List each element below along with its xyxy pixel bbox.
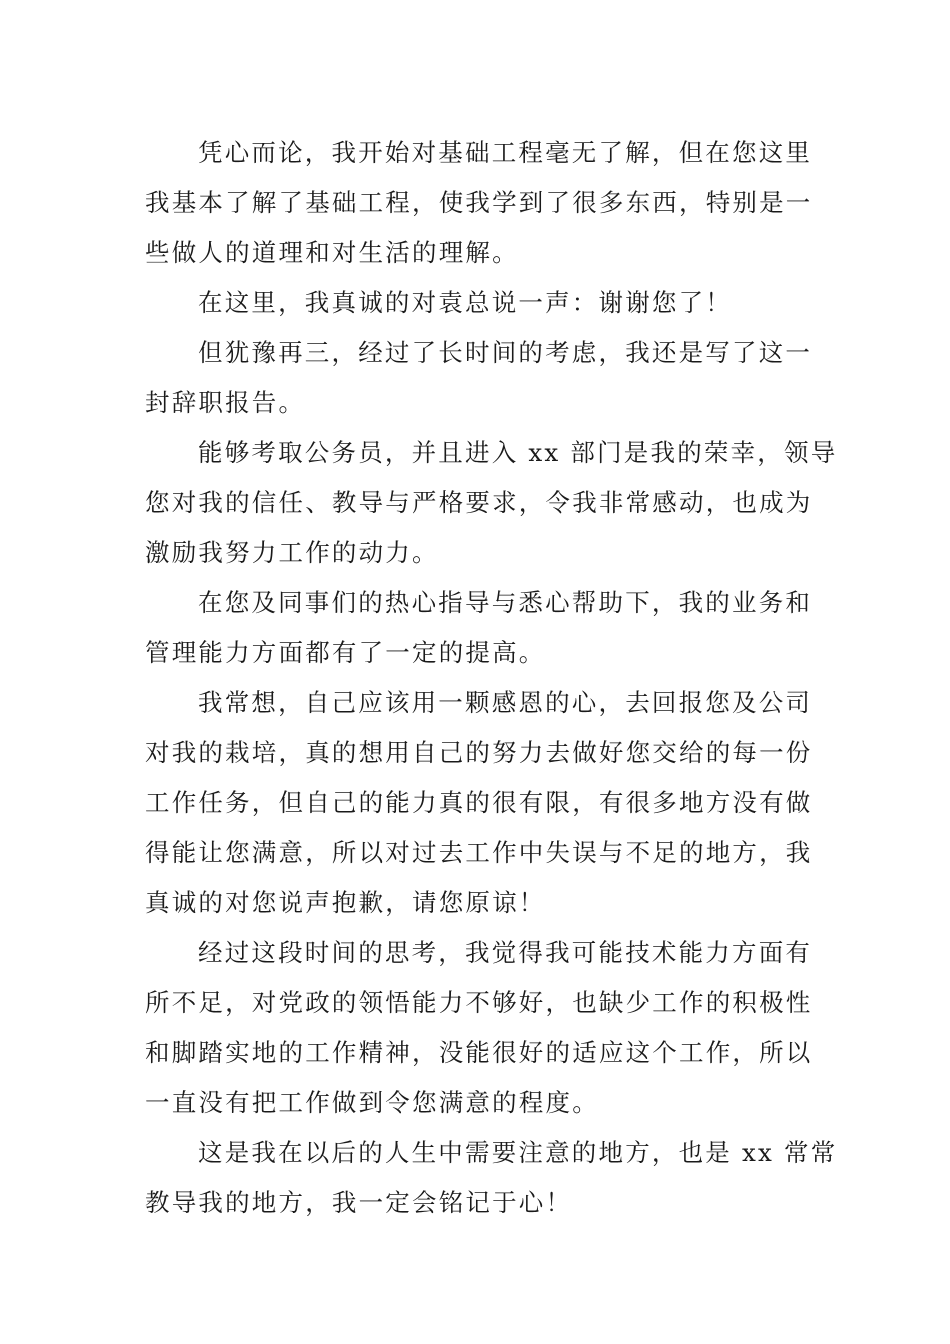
text-line: 这是我在以后的人生中需要注意的地方，也是 xx 常常	[198, 1138, 838, 1167]
text-line: 我常想，自己应该用一颗感恩的心，去回报您及公司	[198, 688, 813, 717]
text-line: 对我的栽培，真的想用自己的努力去做好您交给的每一份	[145, 738, 813, 767]
text-line: 教导我的地方，我一定会铭记于心！	[145, 1188, 573, 1217]
text-line: 些做人的道理和对生活的理解。	[145, 238, 519, 267]
paragraph	[145, 328, 813, 428]
text-line: 和脚踏实地的工作精神，没能很好的适应这个工作，所以	[145, 1038, 813, 1067]
text-line: 得能让您满意，所以对过去工作中失误与不足的地方，我	[145, 838, 813, 867]
text-line: 工作任务，但自己的能力真的很有限，有很多地方没有做	[145, 788, 813, 817]
paragraph	[145, 578, 813, 678]
text-line: 一直没有把工作做到令您满意的程度。	[145, 1088, 599, 1117]
text-line: 凭心而论，我开始对基础工程毫无了解，但在您这里	[198, 138, 813, 167]
letter-body	[145, 128, 838, 1228]
paragraph	[145, 278, 807, 328]
text-line: 您对我的信任、教导与严格要求，令我非常感动，也成为	[145, 488, 813, 517]
text-line: 在这里，我真诚的对袁总说一声：谢谢您了！	[198, 288, 732, 317]
paragraph	[145, 928, 813, 1128]
text-line: 管理能力方面都有了一定的提高。	[145, 638, 546, 667]
text-line: 激励我努力工作的动力。	[145, 538, 439, 567]
text-line: 我基本了解了基础工程，使我学到了很多东西，特别是一	[145, 188, 813, 217]
text-line: 但犹豫再三，经过了长时间的考虑，我还是写了这一	[198, 338, 813, 367]
text-line: 所不足，对党政的领悟能力不够好，也缺少工作的积极性	[145, 988, 813, 1017]
text-line: 封辞职报告。	[145, 388, 306, 417]
paragraph	[145, 678, 813, 928]
paragraph	[145, 428, 838, 578]
paragraph	[145, 1128, 838, 1228]
text-line: 真诚的对您说声抱歉，请您原谅！	[145, 888, 546, 917]
text-line: 经过这段时间的思考，我觉得我可能技术能力方面有	[198, 938, 813, 967]
text-line: 能够考取公务员，并且进入 xx 部门是我的荣幸，领导	[198, 438, 838, 467]
text-line: 在您及同事们的热心指导与悉心帮助下，我的业务和	[198, 588, 813, 617]
paragraph	[145, 128, 813, 278]
